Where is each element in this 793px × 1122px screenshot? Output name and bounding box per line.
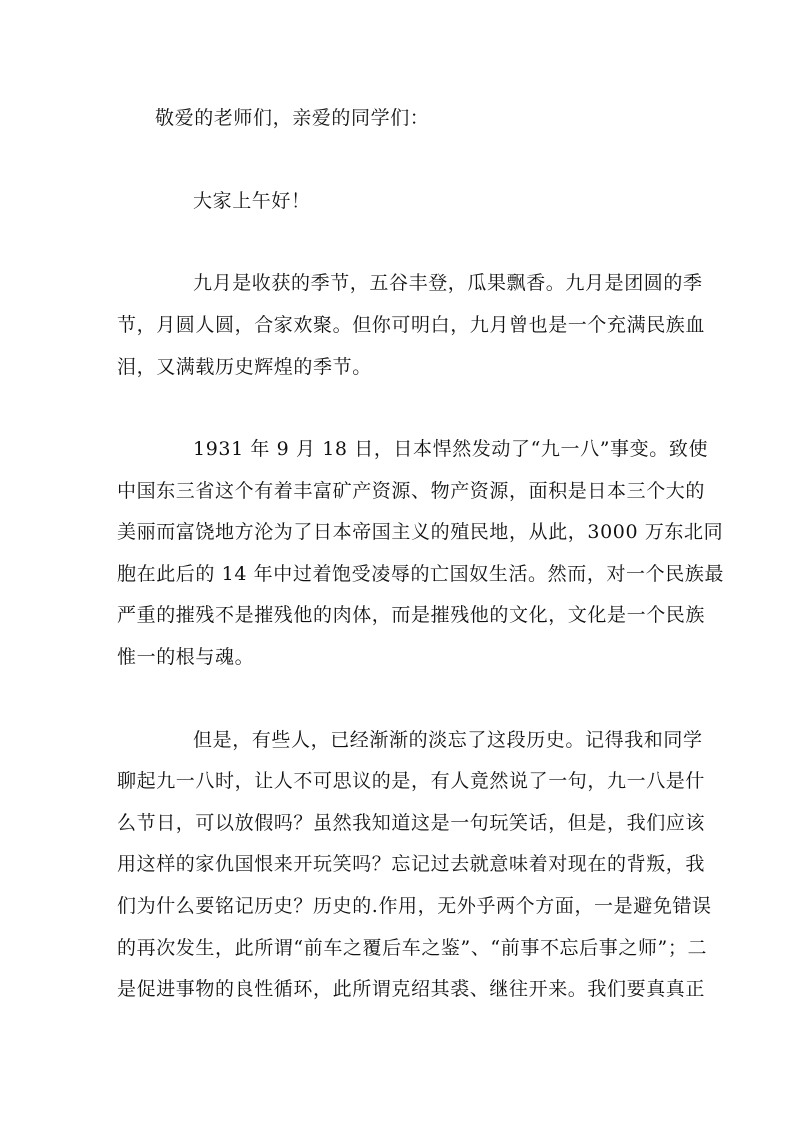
paragraph-3-line-3: 么节日，可以放假吗？虽然我知道这是一句玩笑话，但是，我们应该 (117, 812, 706, 834)
paragraph-2-line-4: 胞在此后的 14 年中过着饱受凌辱的亡国奴生活。然而，对一个民族最 (117, 563, 725, 585)
paragraph-2-line-1: 1931 年 9 月 18 日，日本悍然发动了“九一八”事变。致使 (193, 438, 709, 460)
paragraph-1-line-3: 泪，又满载历史辉煌的季节。 (117, 356, 372, 378)
paragraph-3-line-6: 的再次发生，此所谓“前车之覆后车之鉴”、“前事不忘后事之师”；二 (117, 937, 708, 959)
paragraph-2-line-6: 惟一的根与魂。 (117, 646, 255, 668)
paragraph-1-line-2: 节，月圆人圆，合家欢聚。但你可明白，九月曾也是一个充满民族血 (117, 314, 706, 336)
paragraph-3-line-2: 聊起九一八时，让人不可思议的是，有人竟然说了一句，九一八是什 (117, 770, 706, 792)
paragraph-3-line-5: 们为什么要铭记历史？历史的.作用，无外乎两个方面，一是避免错误 (117, 895, 712, 917)
greeting-line: 敬爱的老师们，亲爱的同学们： (155, 107, 430, 129)
paragraph-2-line-3: 美丽而富饶地方沦为了日本帝国主义的殖民地，从此，3000 万东北同 (117, 521, 724, 543)
opening-line: 大家上午好！ (193, 190, 311, 212)
paragraph-2-line-2: 中国东三省这个有着丰富矿产资源、物产资源，面积是日本三个大的 (117, 480, 706, 502)
paragraph-3-line-1: 但是，有些人，已经渐渐的淡忘了这段历史。记得我和同学 (193, 729, 703, 751)
paragraph-3-line-7: 是促进事物的良性循环，此所谓克绍其裘、继往开来。我们要真真正 (117, 978, 706, 1000)
paragraph-3-line-4: 用这样的家仇国恨来开玩笑吗？忘记过去就意味着对现在的背叛，我 (117, 853, 706, 875)
paragraph-1-line-1: 九月是收获的季节，五谷丰登，瓜果飘香。九月是团圆的季 (193, 272, 703, 294)
paragraph-2-line-5: 严重的摧残不是摧残他的肉体，而是摧残他的文化，文化是一个民族 (117, 604, 706, 626)
